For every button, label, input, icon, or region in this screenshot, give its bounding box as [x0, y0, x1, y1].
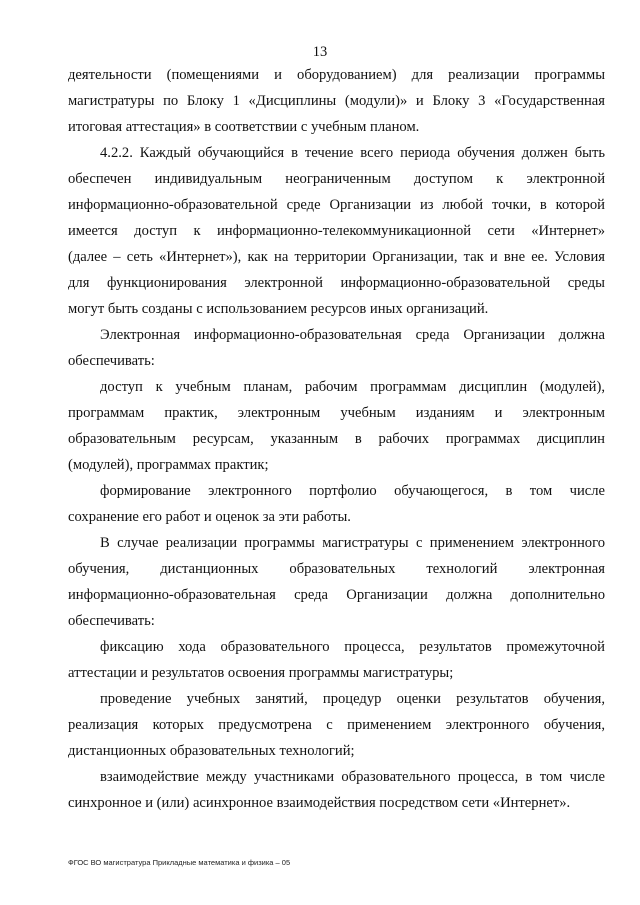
text-line: (модулей), программах практик;: [68, 457, 269, 473]
text-line: проведение учебных занятий, процедур оценки результатов обучения,: [100, 691, 605, 707]
text-line: формирование электронного портфолио обучающегося, в том числе: [100, 483, 605, 499]
text-line: реализация которых предусмотрена с применением электронного обучения,: [68, 717, 605, 733]
text-line: могут быть созданы с использованием ресурсов иных организаций.: [68, 301, 489, 317]
text-line: В случае реализации программы магистратуры с применением электронного: [100, 535, 605, 551]
text-line: аттестации и результатов освоения программы магистратуры;: [68, 665, 454, 681]
text-line: 4.2.2. Каждый обучающийся в течение всего периода обучения должен быть: [100, 145, 605, 161]
text-line: информационно-образовательной среде Организации из любой точки, в которой: [68, 197, 605, 213]
text-line: обучения, дистанционных образовательных технологий электронная: [68, 561, 605, 577]
page-number: 13: [312, 44, 328, 60]
text-line: магистратуры по Блоку 1 «Дисциплины (модули)» и Блоку 3 «Государственная: [68, 93, 605, 109]
footer-note: ФГОС ВО магистратура Прикладные математика и физика – 05: [68, 858, 291, 867]
text-line: для функционирования электронной информационно-образовательной среды: [68, 275, 605, 291]
text-line: синхронное и (или) асинхронное взаимодействия посредством сети «Интернет».: [68, 795, 571, 811]
text-line: сохранение его работ и оценок за эти работы.: [68, 509, 351, 525]
text-line: взаимодействие между участниками образовательного процесса, в том числе: [100, 769, 605, 785]
text-line: образовательным ресурсам, указанным в рабочих программах дисциплин: [68, 431, 605, 447]
body-text: [68, 62, 605, 816]
text-line: обеспечивать:: [68, 353, 155, 369]
text-line: (далее – сеть «Интернет»), как на территории Организации, так и вне ее. Условия: [68, 249, 605, 265]
text-line: имеется доступ к информационно-телекоммуникационной сети «Интернет»: [68, 223, 605, 239]
text-line: итоговая аттестация» в соответствии с учебным планом.: [68, 119, 420, 135]
text-line: дистанционных образовательных технологий;: [68, 743, 355, 759]
text-line: доступ к учебным планам, рабочим программам дисциплин (модулей),: [100, 379, 605, 395]
text-line: информационно-образовательная среда Организации должна дополнительно: [68, 587, 605, 603]
text-line: обеспечен индивидуальным неограниченным доступом к электронной: [68, 171, 605, 187]
text-line: программам практик, электронным учебным изданиям и электронным: [68, 405, 605, 421]
text-line: деятельности (помещениями и оборудованием) для реализации программы: [68, 67, 605, 83]
text-line: фиксацию хода образовательного процесса, результатов промежуточной: [100, 639, 605, 655]
text-line: Электронная информационно-образовательная среда Организации должна: [100, 327, 605, 343]
text-line: обеспечивать:: [68, 613, 155, 629]
